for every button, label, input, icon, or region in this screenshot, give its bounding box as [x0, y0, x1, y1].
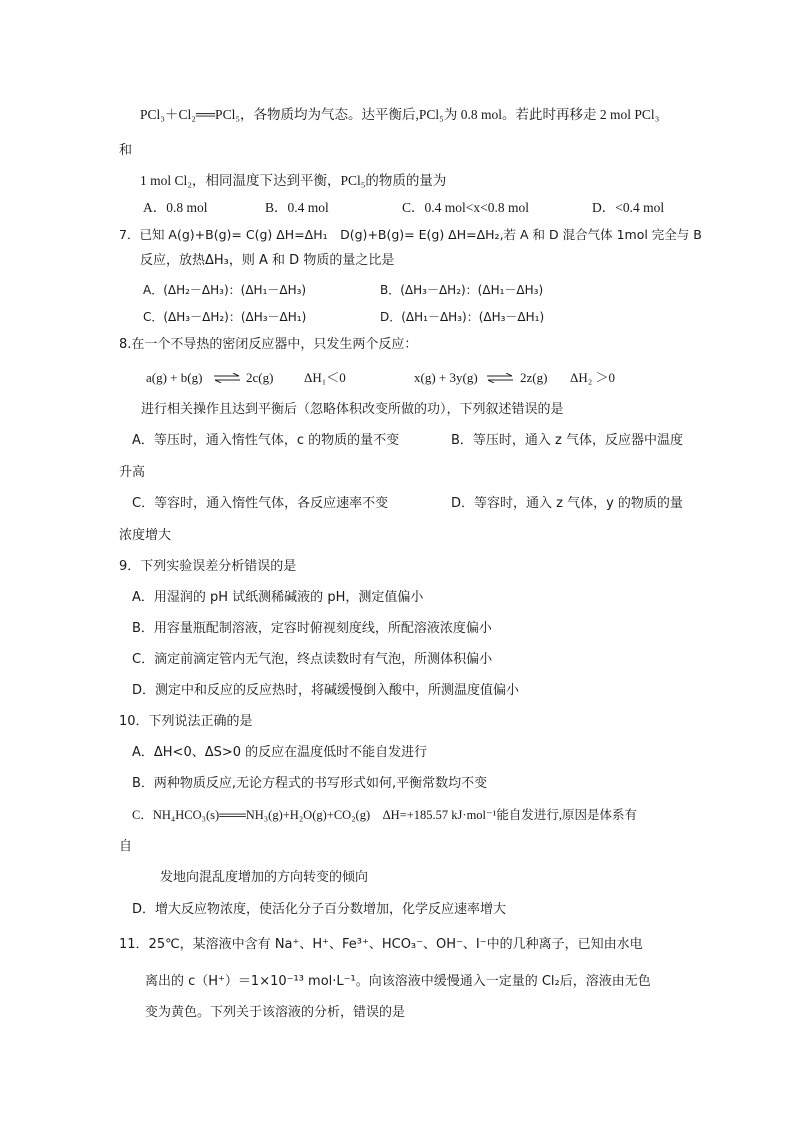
q7-stem-cont: 反应，放热ΔH₃，则 A 和 D 物质的量之比是 — [140, 253, 395, 268]
q9-option-b: B．用容量瓶配制溶液，定容时俯视刻度线，所配溶液浓度偏小 — [132, 621, 492, 636]
q11-stem: 11．25℃，某溶液中含有 Na⁺、H⁺、Fe³⁺、HCO₃⁻、OH⁻、I⁻中的几种离子，已知由水电 — [119, 937, 643, 952]
q10-option-c: C．NH₄HCO₃(s)═══NH₃(g)+H₂O(g)+CO₂(g) ΔH=+185.57 kJ·mol⁻¹能自发进行,原因是体系有 — [132, 808, 637, 822]
q11-stem-cont: 离出的 c（H⁺）＝1×10⁻¹³ mol·L⁻¹。向该溶液中缓慢通入一定量的 Cl₂后，溶液由无色 — [145, 974, 651, 989]
q8-option-d-cont: 浓度增大 — [119, 528, 172, 543]
q7-option-d: D．(ΔH₁－ΔH₃)：(ΔH₃－ΔH₁) — [380, 310, 545, 324]
q9-option-a: A．用湿润的 pH 试纸测稀碱液的 pH，测定值偏小 — [132, 590, 424, 605]
q7-option-a: A．(ΔH₂－ΔH₃)：(ΔH₁－ΔH₃) — [143, 283, 307, 297]
q7-stem: 7．已知 A(g)+B(g)= C(g) ΔH=ΔH₁ D(g)+B(g)= E(g) ΔH=ΔH₂,若 A 和 D 混合气体 1mol 完全与 B — [119, 227, 702, 242]
q6-option-d: D．<0.4 mol — [592, 200, 665, 215]
q8-option-c: C．等容时，通入惰性气体，各反应速率不变 — [132, 496, 389, 511]
q6-line-3: 1 mol Cl₂，相同温度下达到平衡，PCl₅的物质的量为 — [140, 173, 447, 188]
q10-option-d: D．增大反应物浓度，使活化分子百分数增加，化学反应速率增大 — [132, 902, 507, 917]
q8-r2-products: 2z(g) — [520, 370, 548, 385]
q10-option-b: B．两种物质反应,无论方程式的书写形式如何,平衡常数均不变 — [132, 776, 488, 791]
q8-r2-reactants: x(g) + 3y(g) — [414, 370, 478, 385]
q8-r2-enthalpy: ΔH₂ ＞0 — [570, 370, 616, 385]
equilibrium-arrow-icon — [486, 373, 514, 383]
q10-option-c-cont-2: 发地向混乱度增加的方向转变的倾向 — [160, 870, 369, 885]
q10-option-c-cont: 自 — [119, 839, 133, 854]
q8-r1-reactants: a(g) + b(g) — [146, 370, 203, 385]
q7-option-c: C．(ΔH₃－ΔH₂)：(ΔH₃－ΔH₁) — [143, 310, 307, 324]
q8-stem: 8.在一个不导热的密闭反应器中，只发生两个反应： — [119, 337, 418, 352]
q6-option-a: A．0.8 mol — [143, 200, 208, 215]
q8-option-b-cont: 升高 — [119, 465, 146, 480]
q8-r1-enthalpy: ΔH₁＜0 — [304, 370, 346, 385]
q6-option-b: B．0.4 mol — [265, 200, 329, 215]
q8-option-d: D．等容时，通入 z 气体，y 的物质的量 — [451, 496, 683, 511]
q6-line-2: 和 — [119, 143, 133, 158]
q9-option-d: D．测定中和反应的反应热时，将碱缓慢倒入酸中，所测温度值偏小 — [132, 683, 520, 698]
q9-stem: 9．下列实验误差分析错误的是 — [119, 559, 297, 574]
q6-line-1: PCl₃＋Cl₂══PCl₅，各物质均为气态。达平衡后,PCl₅为 0.8 mol。若此时再移走 2 mol PCl₃ — [140, 107, 660, 122]
q8-r1-products: 2c(g) — [246, 370, 274, 385]
q7-option-b: B．(ΔH₃－ΔH₂)：(ΔH₁－ΔH₃) — [380, 283, 544, 297]
q8-option-a: A．等压时，通入惰性气体，c 的物质的量不变 — [132, 433, 400, 448]
q8-condition: 进行相关操作且达到平衡后（忽略体积改变所做的功），下列叙述错误的是 — [141, 402, 564, 417]
q10-option-a: A．ΔH<0、ΔS>0 的反应在温度低时不能自发进行 — [132, 745, 428, 760]
equilibrium-arrow-icon — [213, 373, 241, 383]
q9-option-c: C．滴定前滴定管内无气泡，终点读数时有气泡，所测体积偏小 — [132, 652, 493, 667]
q8-option-b: B．等压时，通入 z 气体，反应器中温度 — [451, 433, 684, 448]
q10-stem: 10．下列说法正确的是 — [119, 714, 253, 729]
q11-stem-cont-2: 变为黄色。下列关于该溶液的分析，错误的是 — [145, 1005, 406, 1020]
q6-option-c: C．0.4 mol<x<0.8 mol — [402, 200, 529, 215]
